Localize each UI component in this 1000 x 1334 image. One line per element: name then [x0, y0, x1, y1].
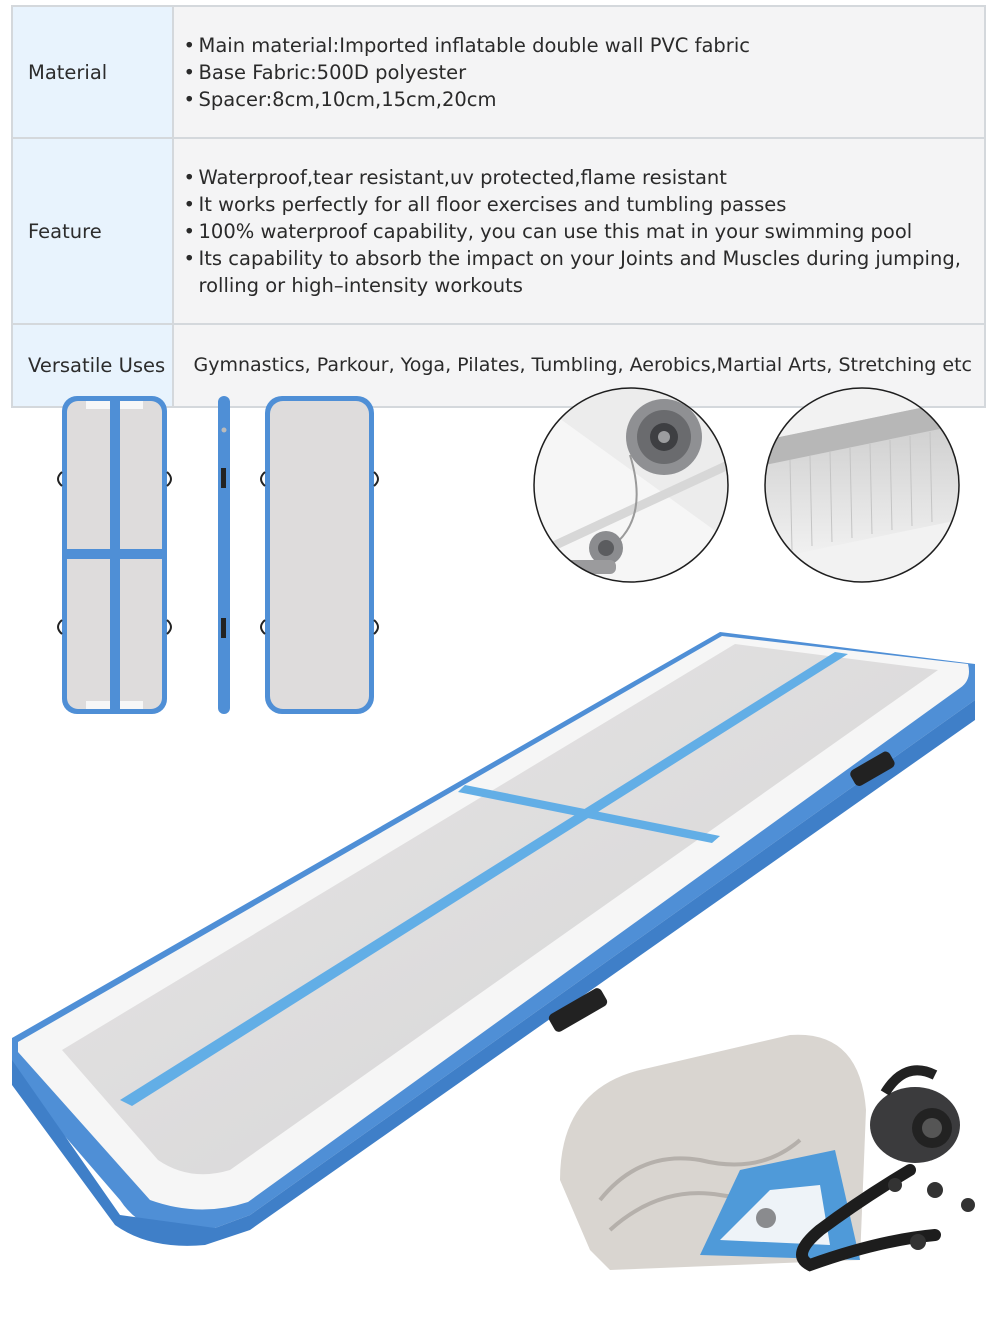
mat-top-view-diagram	[58, 396, 171, 714]
mat-bottom-view-diagram	[261, 396, 378, 714]
spec-value-feature	[173, 138, 985, 324]
uses-text: Gymnastics, Parkour, Yoga, Pilates, Tumbling, Aerobics,Martial Arts, Stretching etc	[193, 354, 972, 376]
fabric-closeup-image	[765, 388, 959, 582]
material-item-main: • Main material:Imported inflatable double wall PVC fabric	[184, 32, 972, 59]
spec-row-material	[12, 6, 985, 138]
spec-label-feature: Feature	[12, 138, 173, 324]
mat-side-view-diagram	[218, 396, 230, 714]
material-bullet-list	[184, 32, 972, 113]
material-item-base-fabric: • Base Fabric:500D polyester	[184, 59, 972, 86]
feature-item-floor-exercises: • It works perfectly for all floor exercises and tumbling passes	[184, 191, 972, 218]
spec-label-uses: Versatile Uses	[12, 324, 173, 407]
spec-row-feature	[12, 138, 985, 324]
material-item-spacer: • Spacer:8cm,10cm,15cm,20cm	[184, 86, 972, 113]
spec-label-material: Material	[12, 6, 173, 138]
feature-item-impact-absorb: • Its capability to absorb the impact on your Joints and Muscles during jumping, rolling or high–intensity workouts	[184, 245, 972, 299]
feature-item-swimming-pool: • 100% waterproof capability, you can use this mat in your swimming pool	[184, 218, 972, 245]
spec-table	[11, 5, 986, 408]
valve-closeup-image	[534, 388, 728, 582]
rolled-mat-with-pump-image	[560, 1035, 975, 1270]
feature-item-waterproof: • Waterproof,tear resistant,uv protected,flame resistant	[184, 164, 972, 191]
feature-bullet-list	[184, 164, 972, 299]
spec-value-material	[173, 6, 985, 138]
product-illustration	[0, 360, 1000, 1334]
